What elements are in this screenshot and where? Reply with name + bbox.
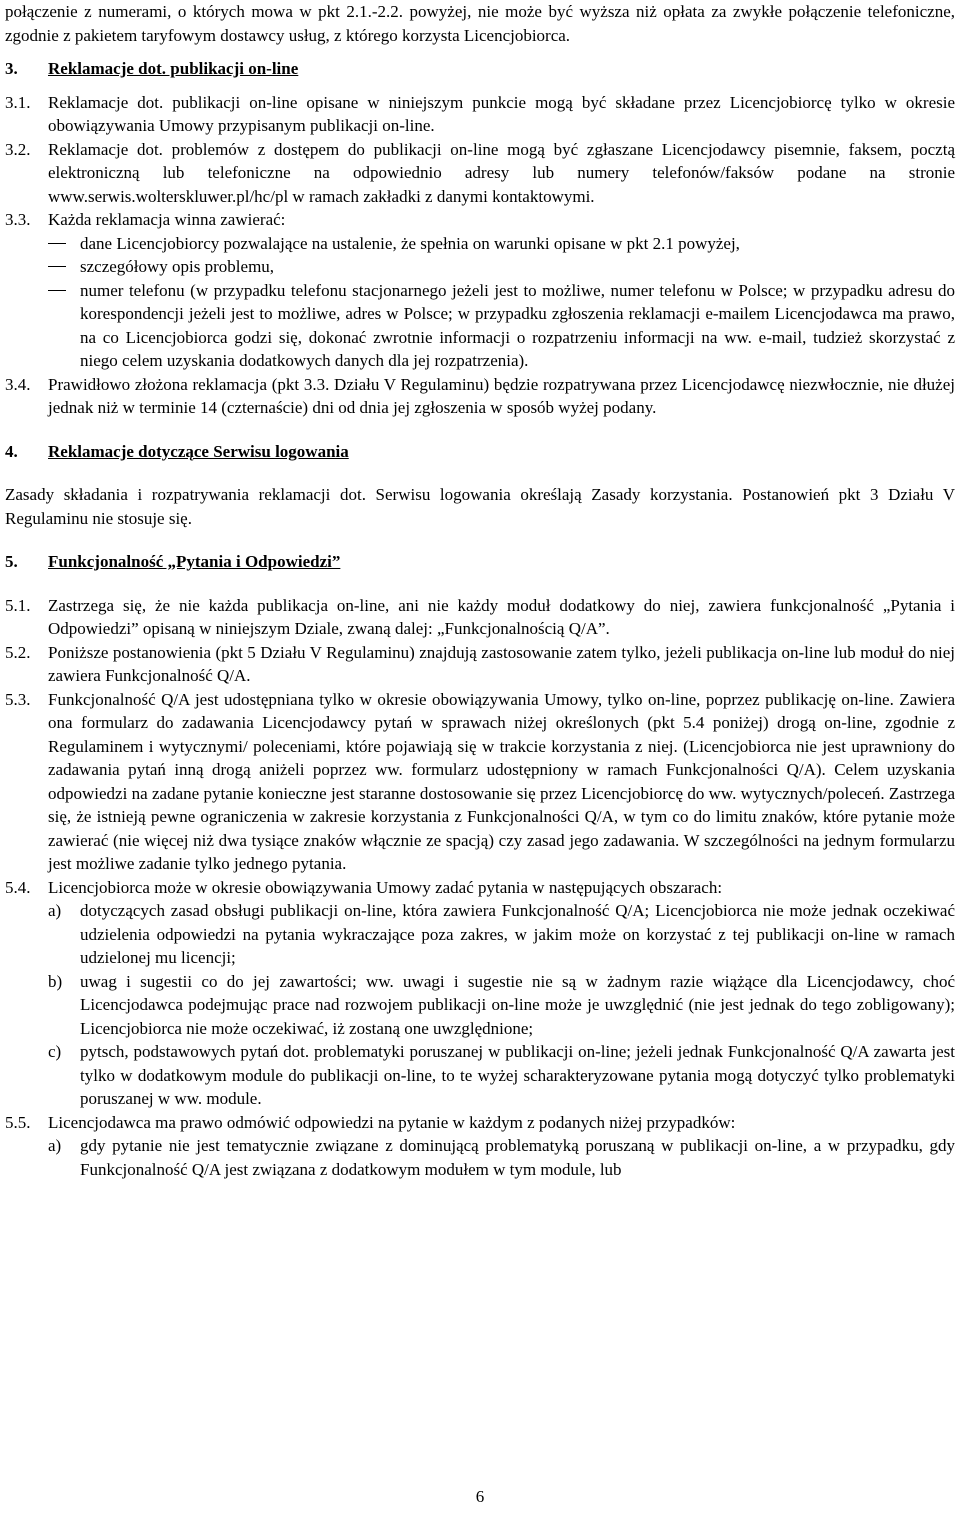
- section-number: 3.: [5, 59, 18, 78]
- paragraph-number: 3.4.: [5, 374, 31, 394]
- section-5-heading: [5, 550, 955, 574]
- list-label: a): [48, 1136, 62, 1155]
- list-item: a) dotyczących zasad obsługi publikacji on-line, która zawiera Funkcjonalność Q/A; Licencjobiorca nie może jednak oczekiwać udzielenia odpowiedzi na pytania wykraczające poza zakres, w jakim może on korzystać z tej publikacji on-line w ramach udzielonej mu licencji;: [48, 901, 955, 967]
- paragraph-text: Reklamacje dot. publikacji on-line opisane w niniejszym punkcie mogą być składane przez Licencjobiorcę tylko w okresie obowiązywania Umowy przypisanym publikacji on-line.: [48, 92, 955, 135]
- paragraph-3-2: [5, 138, 955, 209]
- list-item: szczegółowy opis problemu,: [48, 255, 955, 279]
- paragraph-5-4: [5, 876, 955, 900]
- paragraph-3-3: [5, 208, 955, 232]
- document-page: [5, 0, 955, 1181]
- paragraph-text: Reklamacje dot. problemów z dostępem do publikacji on-line mogą być zgłaszane Licencjodawcy pisemnie, faksem, pocztą elektroniczną lub telefoniczne na odpowiednio adresy lub numery telefonów/faksów podane na stronie www.serwis.wolterskluwer.pl/hc/pl w ramach zakładki z danymi kontaktowymi.: [48, 139, 955, 206]
- dash-bullet: [48, 279, 80, 303]
- dash-bullet: [48, 255, 80, 279]
- list-label: c): [48, 1042, 62, 1061]
- dash-bullet: [48, 232, 80, 256]
- section-number: 4.: [5, 441, 18, 461]
- paragraph-text: Każda reklamacja winna zawierać:: [48, 210, 286, 229]
- continuation-paragraph: połączenie z numerami, o których mowa w pkt 2.1.-2.2. powyżej, nie może być wyższa niż opłata za zwykłe połączenie telefoniczne, zgodnie z pakietem taryfowym dostawcy usług, z którego korzysta Licencjobiorca.: [5, 2, 955, 45]
- section-4-text: Zasady składania i rozpatrywania reklamacji dot. Serwisu logowania określają Zasady korzystania. Postanowień pkt 3 Działu V Regulaminu nie stosuje się.: [5, 485, 955, 528]
- page-number: 6: [475, 1487, 485, 1506]
- section-title: Reklamacje dot. publikacji on-line: [48, 59, 299, 78]
- paragraph-number: 5.1.: [5, 595, 31, 615]
- section-4-heading: [5, 440, 955, 464]
- paragraph-number: 5.2.: [5, 642, 31, 662]
- section-number: 5.: [5, 552, 18, 571]
- paragraph-number: 3.2.: [5, 139, 31, 159]
- section-3-heading: [5, 57, 955, 81]
- paragraph-number: 5.4.: [5, 877, 31, 897]
- paragraph-text: Licencjobiorca może w okresie obowiązywania Umowy zadać pytania w następujących obszarach:: [48, 877, 723, 897]
- paragraph-text: Licencjodawca ma prawo odmówić odpowiedzi na pytanie w każdym z podanych niżej przypadków:: [48, 1112, 736, 1132]
- paragraph-3-1: [5, 91, 955, 138]
- section-title: Funkcjonalność „Pytania i Odpowiedzi”: [48, 552, 341, 571]
- paragraph-5-3: [5, 688, 955, 876]
- list-label: a): [48, 901, 62, 920]
- paragraph-text: Zastrzega się, że nie każda publikacja on-line, ani nie każdy moduł dodatkowy do niej, zawiera funkcjonalność „Pytania i Odpowiedzi” opisaną w niniejszym Dziale, zwaną dalej: „Funkcjonalnością Q/A”.: [48, 595, 955, 638]
- list-label: b): [48, 971, 63, 991]
- paragraph-number: 3.1.: [5, 92, 31, 112]
- paragraph-number: 3.3.: [5, 210, 31, 229]
- paragraph-5-1: [5, 594, 955, 641]
- paragraph-number: 5.5.: [5, 1112, 31, 1132]
- paragraph-number: 5.3.: [5, 689, 31, 709]
- paragraph-text: Prawidłowo złożona reklamacja (pkt 3.3. Działu V Regulaminu) będzie rozpatrywana przez Licencjodawcę niezwłocznie, nie dłużej jednak niż w terminie 14 (czternaście) dni od dnia jej zgłoszenia w sposób wyżej podany.: [48, 374, 955, 417]
- paragraph-3-4: [5, 373, 955, 420]
- paragraph-5-5: [5, 1111, 955, 1135]
- list-item: numer telefonu (w przypadku telefonu stacjonarnego jeżeli jest to możliwe, numer telefonu w Polsce; w przypadku adresu do korespondencji jeżeli jest to możliwe, adres w Polsce; w przypadku zgłoszenia reklamacji e-mailem Licencjodawca ma prawo, na co Licencjobiorca godzi się, dokonać zwrotnie informacji o rozpatrzeniu informacji na ww. e-mail, tudzież skorzystać z niego celem uzyskania dodatkowych danych dla jej rozpatrzenia).: [48, 279, 955, 373]
- list-item: a) gdy pytanie nie jest tematycznie związane z dominującą problematyką poruszaną w publikacji on-line, a w przypadku, gdy Funkcjonalność Q/A jest związana z dodatkowym modułem w tym module, lub: [48, 1136, 955, 1179]
- list-item: dane Licencjobiorcy pozwalające na ustalenie, że spełnia on warunki opisane w pkt 2.1 powyżej,: [48, 232, 955, 256]
- list-item: b) uwag i sugestii co do jej zawartości; ww. uwagi i sugestie nie są w żadnym razie wiążące dla Licencjodawcy, choć Licencjodawca podejmując prace nad rozwojem publikacji on-line może je uwzględnić (nie jest jednak do tego zobligowany); Licencjobiorca nie może oczekiwać, iż zostaną one uwzględnione;: [48, 971, 955, 1038]
- paragraph-text: Funkcjonalność Q/A jest udostępniana tylko w okresie obowiązywania Umowy, tylko on-line, poprzez publikację on-line. Zawiera ona formularz do zadawania Licencjodawcy pytań w sprawach niżej określonych (pkt 5.4 poniżej) drogą on-line, zgodnie z Regulaminem i wytycznymi/ poleceniami, które pojawiają się w trakcie korzystania z niej. (Licencjobiorca nie jest uprawniony do zadawania pytań inną drogą aniżeli poprzez ww. formularz udostępniony w ramach Funkcjonalności Q/A). Celem uzyskania odpowiedzi na zadane pytanie konieczne jest staranne dostosowanie się przez Licencjobiorcę do ww. wytycznych/poleceń. Zastrzega się, że istnieją pewne ograniczenia w zakresie korzystania z Funkcjonalności Q/A, w tym co do limitu znaków, które pytanie może zawierać (nie więcej niż dwa tysiące znaków włącznie ze spacją) czy zasad jego zadawania. W szczególności na jednym formularzu jest możliwe zadanie tylko jednego pytania.: [48, 689, 955, 873]
- section-title: Reklamacje dotyczące Serwisu logowania: [48, 441, 349, 461]
- paragraph-text: Poniższe postanowienia (pkt 5 Działu V Regulaminu) znajdują zastosowanie zatem tylko, jeżeli publikacja on-line lub moduł do niej zawiera Funkcjonalność Q/A.: [48, 642, 955, 685]
- paragraph-5-2: [5, 641, 955, 688]
- list-item: c) pytsch, podstawowych pytań dot. problematyki poruszanej w publikacji on-line; jeżeli jednak Funkcjonalność Q/A zawarta jest tylko w dodatkowym module do publikacji on-line, to te wyżej scharakteryzowane pytania mogą dotyczyć tylko problematyki poruszanej w ww. module.: [48, 1042, 955, 1108]
